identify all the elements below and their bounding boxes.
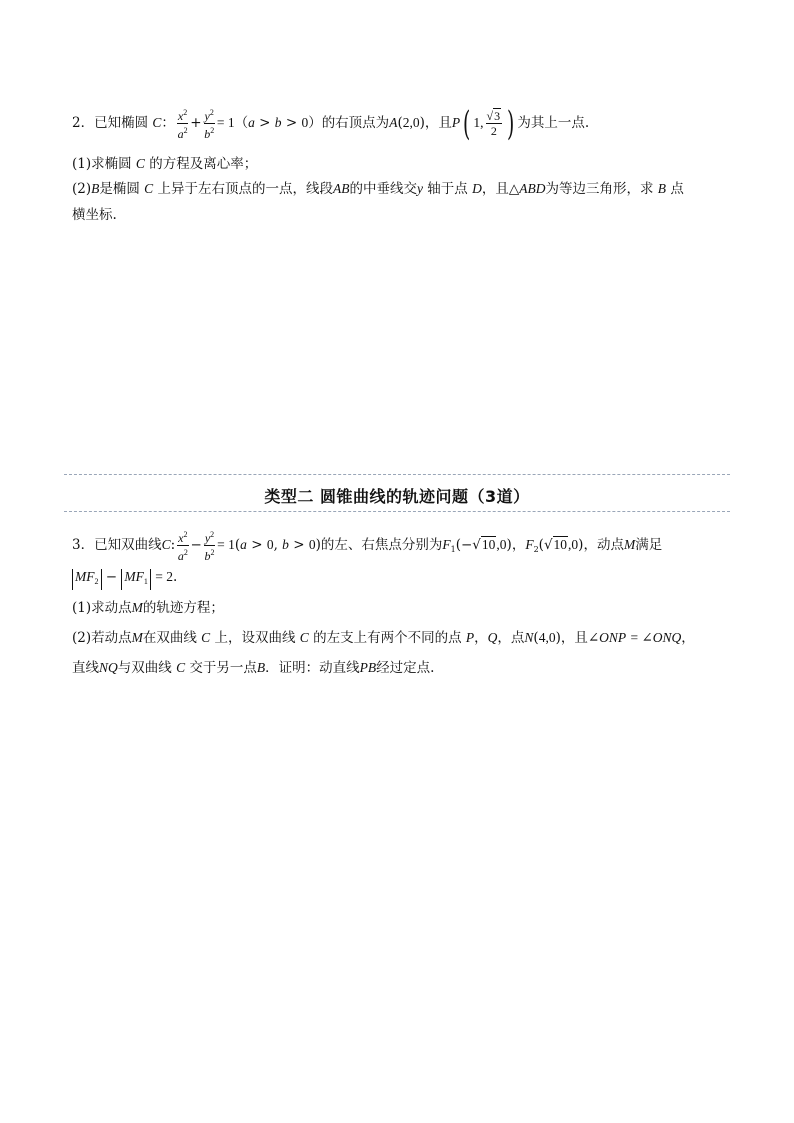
problem3-condition: $MF_2 - MF_1 = 2$.	[72, 569, 177, 590]
problem3-part2: (2)若动点M在双曲线 C 上，设双曲线 C 的左支上有两个不同的点 P，Q，点N(4,0)，且∠ONP = ∠ONQ，	[72, 630, 695, 646]
problem2-number: 2．	[72, 115, 95, 131]
problem2-statement: 2．已知椭圆 C： $\frac{x^2}{a^2}$ + $\frac{y^2}{b^2}$ = 1（a > b > 0）的右顶点为A(2,0)，且P( 1, $\frac{√3}{2}$ ) 为其上一点.	[72, 103, 590, 144]
fraction-y2-b2: $\frac{y^2}{b^2}$	[204, 108, 215, 141]
problem3-number: 3．	[72, 537, 95, 553]
fraction-x2-a2: $\frac{x^2}{a^2}$	[177, 108, 188, 141]
problem2-part2: (2)B是椭圆 C 上异于左右顶点的一点，线段AB的中垂线交y 轴于点 D，且△ABD为等边三角形，求 B 点	[72, 181, 684, 197]
problem2-part1: (1)求椭圆 C 的方程及离心率；	[72, 156, 258, 172]
problem3-part2-cont: 直线NQ与双曲线 C 交于另一点B．证明：动直线PB经过定点.	[72, 660, 435, 676]
problem3-part1: (1)求动点M的轨迹方程；	[72, 600, 224, 616]
section-divider-top	[64, 474, 730, 475]
fraction-y2-b2-hyp: $\frac{y^2}{b^2}$	[204, 530, 215, 563]
problem2-part2-cont: 横坐标.	[72, 207, 117, 223]
section-divider-bottom	[64, 511, 730, 512]
fraction-x2-a2-hyp: $\frac{x^2}{a^2}$	[177, 530, 188, 563]
fraction-sqrt3-2: $\frac{√3}{2}$	[486, 109, 501, 138]
section-title: 类型二 圆锥曲线的轨迹问题（3道）	[264, 487, 530, 506]
problem3-statement: 3．已知双曲线C: $\frac{x^2}{a^2}$ − $\frac{y^2}{b^2}$ = 1(a > 0, b > 0)的左、右焦点分别为$F_1(-√10,0)$，$F_2(√10,0)$，动点M满足	[72, 530, 663, 563]
